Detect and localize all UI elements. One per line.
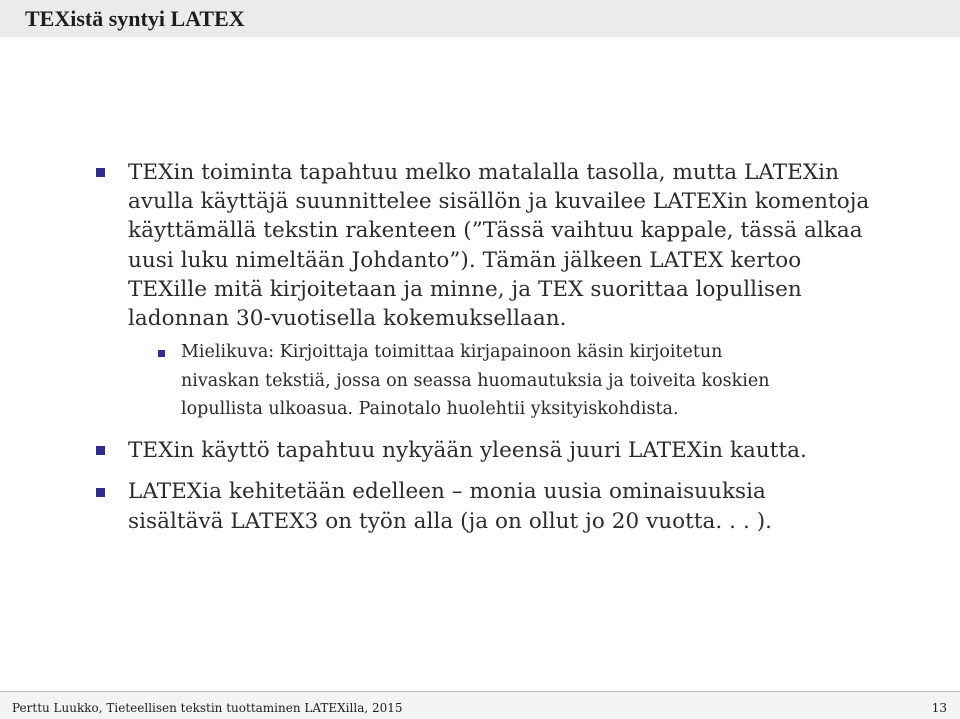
sub-bullet-square-icon (158, 350, 165, 357)
item-1-line-2: avulla käyttäjä suunnittelee sisällön ja kuvailee LATEXin komentoja (128, 189, 870, 214)
item-1-line-5: TEXille mitä kirjoitetaan ja minne, ja TEX suorittaa lopullisen (128, 277, 802, 302)
item-2-line-1: TEXin käyttö tapahtuu nykyään yleensä juuri LATEXin kautta. (128, 438, 807, 463)
subitem-line-1: Mielikuva: Kirjoittaja toimittaa kirjapainoon käsin kirjoitetun (181, 342, 723, 362)
item-3-line-1: LATEXia kehitetään edelleen – monia uusia ominaisuuksia (128, 479, 766, 504)
item-1-line-1: TEXin toiminta tapahtuu melko matalalla tasolla, mutta LATEXin (128, 160, 840, 185)
footer-citation: Perttu Luukko, Tieteellisen tekstin tuottaminen LATEXilla, 2015 (12, 701, 403, 715)
item-3-line-2: sisältävä LATEX3 on työn alla (ja on ollut jo 20 vuotta. . . ). (128, 509, 773, 534)
bullet-square-icon (96, 488, 105, 497)
page-number: 13 (931, 701, 947, 715)
slide-title: TEXistä syntyi LATEX (25, 6, 245, 31)
slide-footer (0, 692, 960, 719)
subitem-line-2: nivaskan tekstiä, jossa on seassa huomautuksia ja toiveita koskien (181, 371, 770, 391)
item-1-line-4: uusi luku nimeltään Johdanto”). Tämän jälkeen LATEX kertoo (128, 248, 802, 273)
item-1-line-6: ladonnan 30-vuotisella kokemuksellaan. (128, 306, 567, 331)
subitem-line-3: lopullista ulkoasua. Painotalo huolehtii yksityiskohdista. (181, 399, 679, 419)
bullet-square-icon (96, 168, 105, 177)
item-1-line-3: käyttämällä tekstin rakenteen (”Tässä vaihtuu kappale, tässä alkaa (128, 218, 863, 243)
bullet-square-icon (96, 446, 105, 455)
